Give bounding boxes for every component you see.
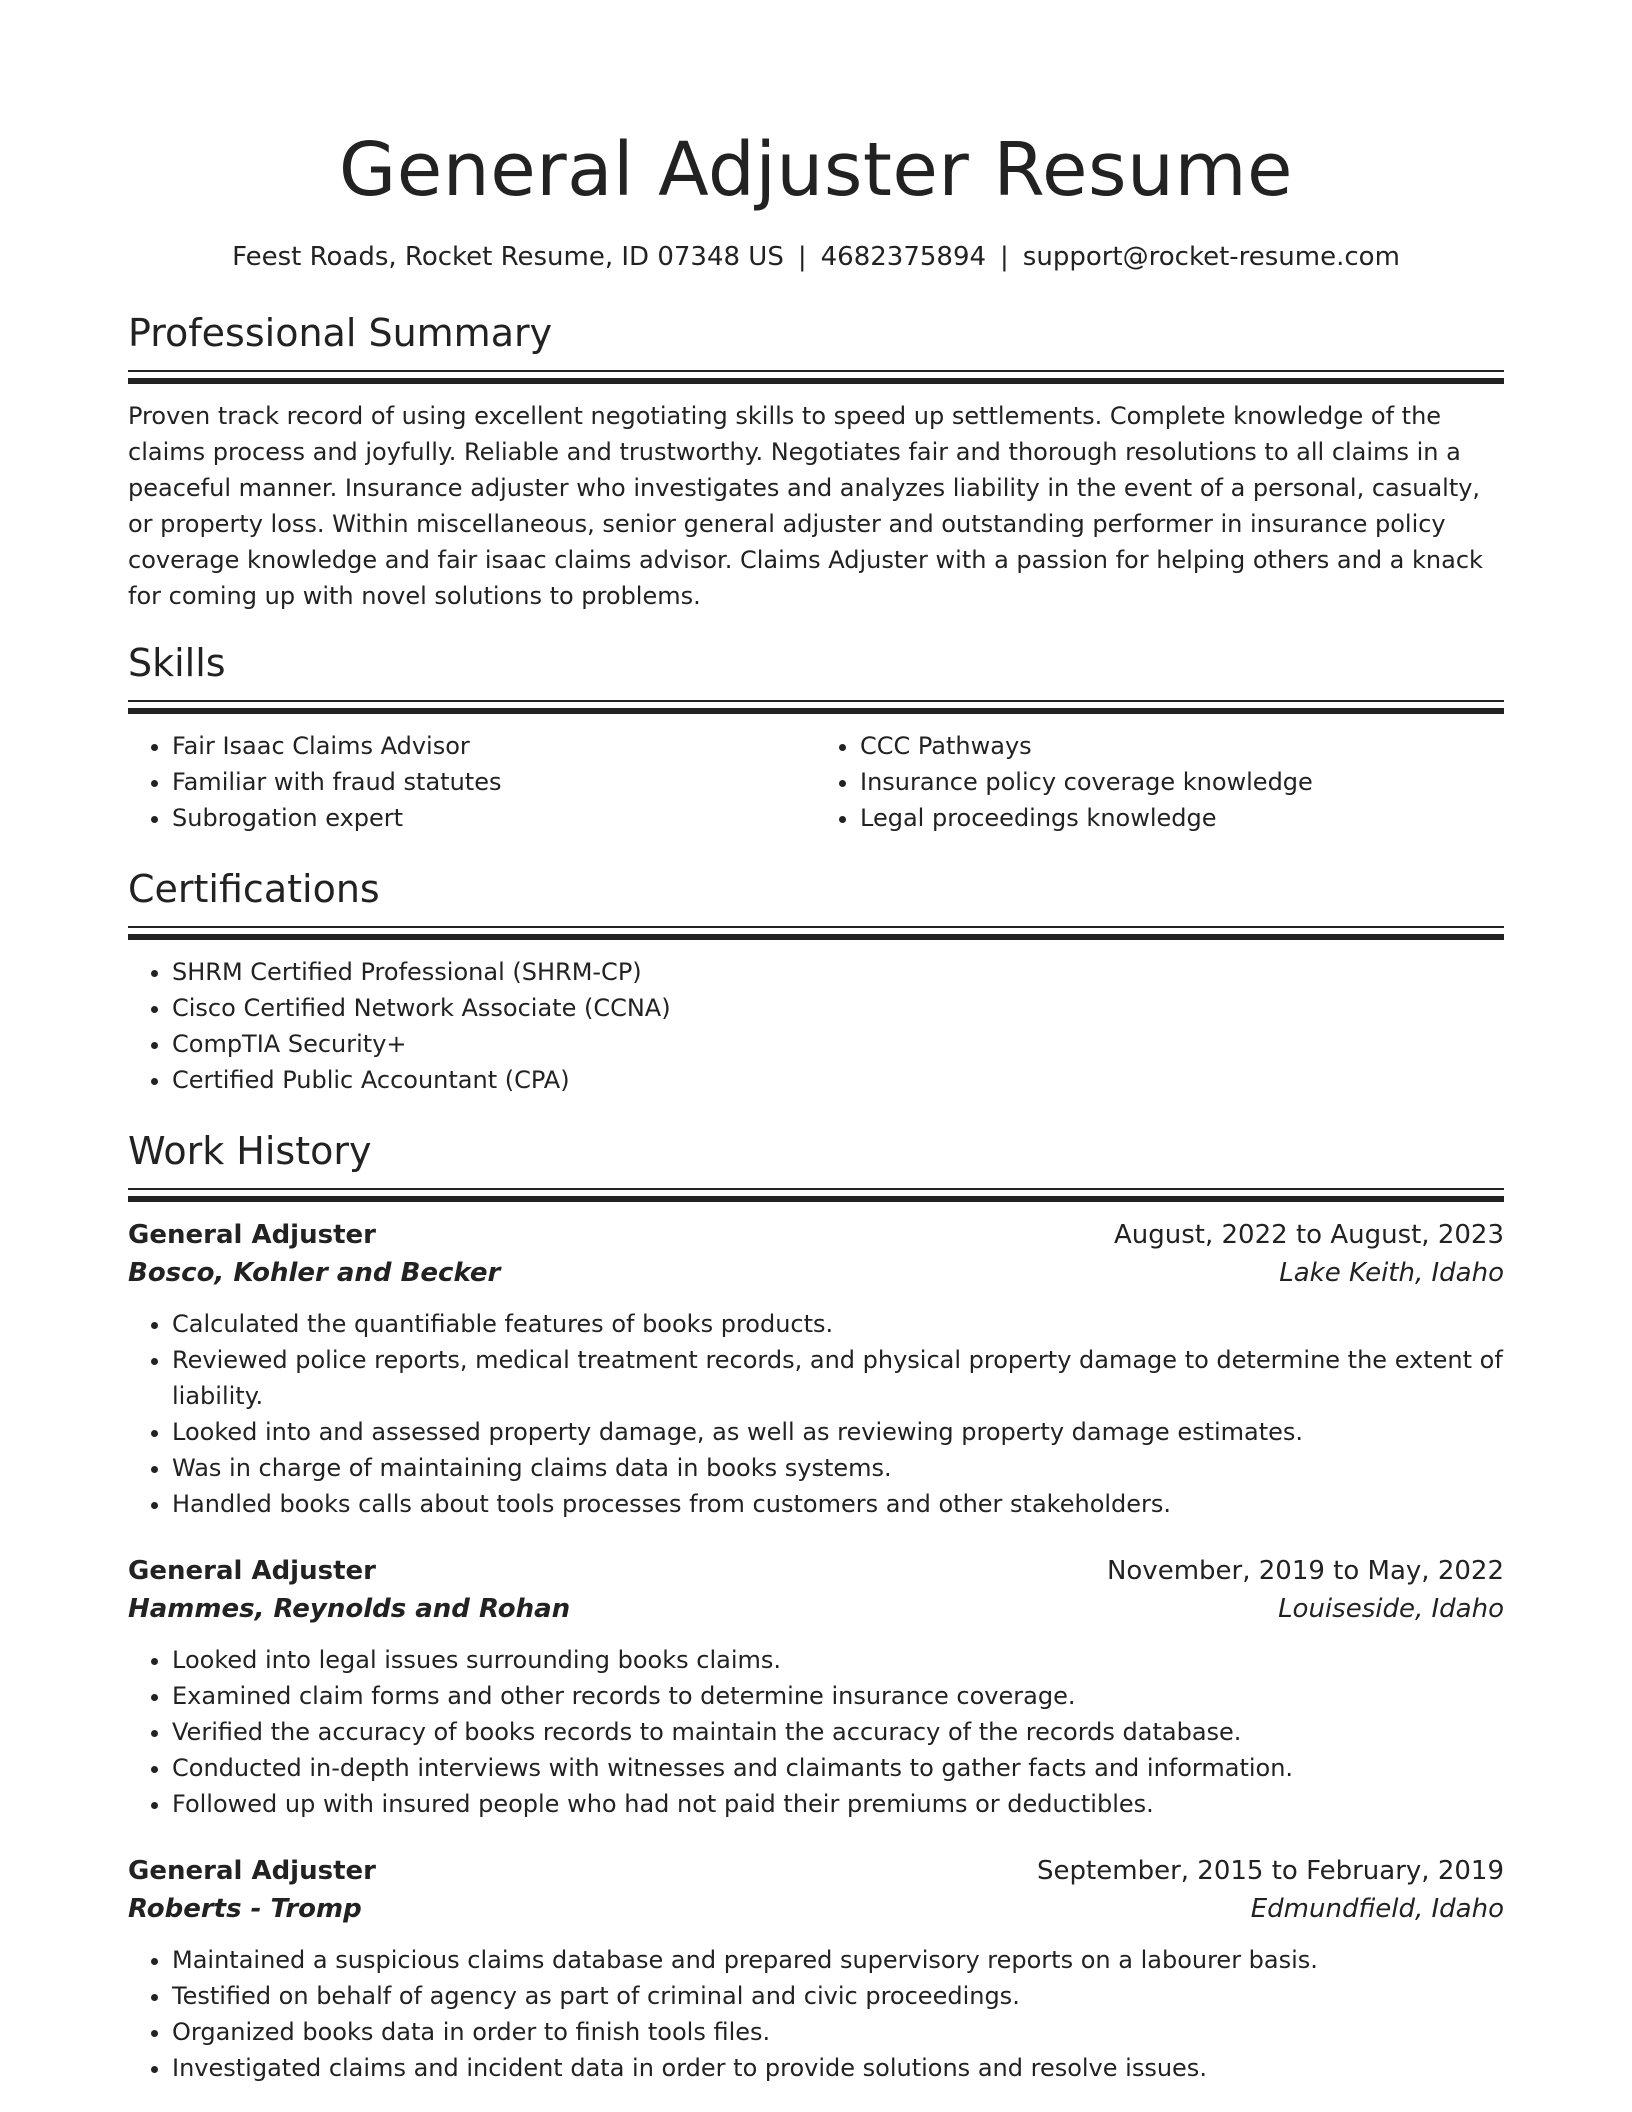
section-divider [128, 1188, 1504, 1190]
section-divider [128, 926, 1504, 928]
job-location: Edmundfield, Idaho [1250, 1894, 1504, 1924]
certification-item: • CompTIA Security+ [172, 1026, 1504, 1062]
skills-heading: Skills [128, 641, 226, 685]
contact-line [128, 240, 1504, 274]
job-title: General Adjuster [128, 1220, 376, 1250]
job-bullet: • Followed up with insured people who had not paid their premiums or deductibles. [172, 1786, 1504, 1822]
job-bullet: • Examined claim forms and other records to determine insurance coverage. [172, 1678, 1504, 1714]
skills-grid [128, 728, 1504, 836]
job-header [128, 1852, 1504, 1890]
contact-separator: | [1000, 242, 1009, 272]
job-entry [128, 1852, 1504, 2086]
job-dates: September, 2015 to February, 2019 [1037, 1856, 1504, 1886]
section-divider-thick [128, 708, 1504, 714]
job-bullet: • Reviewed police reports, medical treatment records, and physical property damage to determine the extent of liability. [172, 1342, 1504, 1414]
skill-item: • Familiar with fraud statutes [172, 764, 816, 800]
contact-email[interactable]: support@rocket-resume.com [1022, 242, 1400, 272]
skills-list-right [816, 728, 1504, 836]
job-bullet: • Was in charge of maintaining claims data in books systems. [172, 1450, 1504, 1486]
job-bullet: • Handled books calls about tools processes from customers and other stakeholders. [172, 1486, 1504, 1522]
job-subheader [128, 1254, 1504, 1292]
summary-text: Proven track record of using excellent negotiating skills to speed up settlements. Complete knowledge of the claims process and joyfully. Reliable and trustworthy. Negotiates fair and thorough resolutions to all claims in a peaceful manner. Insurance adjuster who investigates and analyzes liability in the event of a personal, casualty, or property loss. Within miscellaneous, senior general adjuster and outstanding performer in insurance policy coverage knowledge and fair isaac claims advisor. Claims Adjuster with a passion for helping others and a knack for coming up with novel solutions to problems. [128, 402, 1483, 610]
skill-item: • Subrogation expert [172, 800, 816, 836]
summary-heading: Professional Summary [128, 311, 553, 355]
job-subheader [128, 1890, 1504, 1928]
section-divider [128, 700, 1504, 702]
job-title: General Adjuster [128, 1856, 376, 1886]
resume-page [128, 0, 1504, 2086]
certifications-list [128, 954, 1504, 1098]
skill-item: • Legal proceedings knowledge [860, 800, 1504, 836]
job-entry [128, 1552, 1504, 1822]
job-header [128, 1552, 1504, 1590]
job-bullet: • Calculated the quantifiable features of books products. [172, 1306, 1504, 1342]
certification-item: • SHRM Certified Professional (SHRM-CP) [172, 954, 1504, 990]
summary-section [128, 310, 1504, 614]
job-bullet: • Organized books data in order to finish tools files. [172, 2014, 1504, 2050]
skills-list-left [128, 728, 816, 836]
contact-phone: 4682375894 [820, 242, 987, 272]
work-history-section [128, 1128, 1504, 2086]
skill-item: • Fair Isaac Claims Advisor [172, 728, 816, 764]
job-bullets [128, 1306, 1504, 1522]
job-bullet: • Maintained a suspicious claims database and prepared supervisory reports on a labourer basis. [172, 1942, 1504, 1978]
certification-item: • Certified Public Accountant (CPA) [172, 1062, 1504, 1098]
section-divider [128, 370, 1504, 372]
skill-item: • Insurance policy coverage knowledge [860, 764, 1504, 800]
job-entry [128, 1216, 1504, 1522]
resume-title: General Adjuster Resume [338, 127, 1294, 213]
job-bullet: • Looked into and assessed property damage, as well as reviewing property damage estimates. [172, 1414, 1504, 1450]
certification-item: • Cisco Certified Network Associate (CCNA) [172, 990, 1504, 1026]
work-history-heading: Work History [128, 1129, 372, 1173]
section-divider-thick [128, 1196, 1504, 1202]
certifications-heading: Certifications [128, 867, 380, 911]
job-company: Bosco, Kohler and Becker [128, 1258, 501, 1288]
contact-separator: | [797, 242, 807, 272]
skills-column-left [128, 728, 816, 836]
section-divider-thick [128, 378, 1504, 384]
job-company: Roberts - Tromp [128, 1894, 362, 1924]
job-location: Lake Keith, Idaho [1279, 1258, 1504, 1288]
job-location: Louiseside, Idaho [1278, 1594, 1504, 1624]
job-dates: August, 2022 to August, 2023 [1114, 1220, 1504, 1250]
certifications-section [128, 866, 1504, 1098]
section-divider-thick [128, 934, 1504, 940]
job-subheader [128, 1590, 1504, 1628]
job-bullet: • Conducted in-depth interviews with witnesses and claimants to gather facts and information. [172, 1750, 1504, 1786]
skill-item: • CCC Pathways [860, 728, 1504, 764]
job-title: General Adjuster [128, 1556, 376, 1586]
job-header [128, 1216, 1504, 1254]
skills-column-right [816, 728, 1504, 836]
job-bullet: • Investigated claims and incident data in order to provide solutions and resolve issues. [172, 2050, 1504, 2086]
job-bullet: • Verified the accuracy of books records to maintain the accuracy of the records database. [172, 1714, 1504, 1750]
job-bullets [128, 1942, 1504, 2086]
job-company: Hammes, Reynolds and Rohan [128, 1594, 571, 1624]
job-bullet: • Testified on behalf of agency as part of criminal and civic proceedings. [172, 1978, 1504, 2014]
job-dates: November, 2019 to May, 2022 [1106, 1556, 1504, 1586]
job-bullets [128, 1642, 1504, 1822]
job-bullet: • Looked into legal issues surrounding books claims. [172, 1642, 1504, 1678]
skills-section [128, 640, 1504, 836]
contact-address: Feest Roads, Rocket Resume, ID 07348 US [232, 242, 784, 272]
